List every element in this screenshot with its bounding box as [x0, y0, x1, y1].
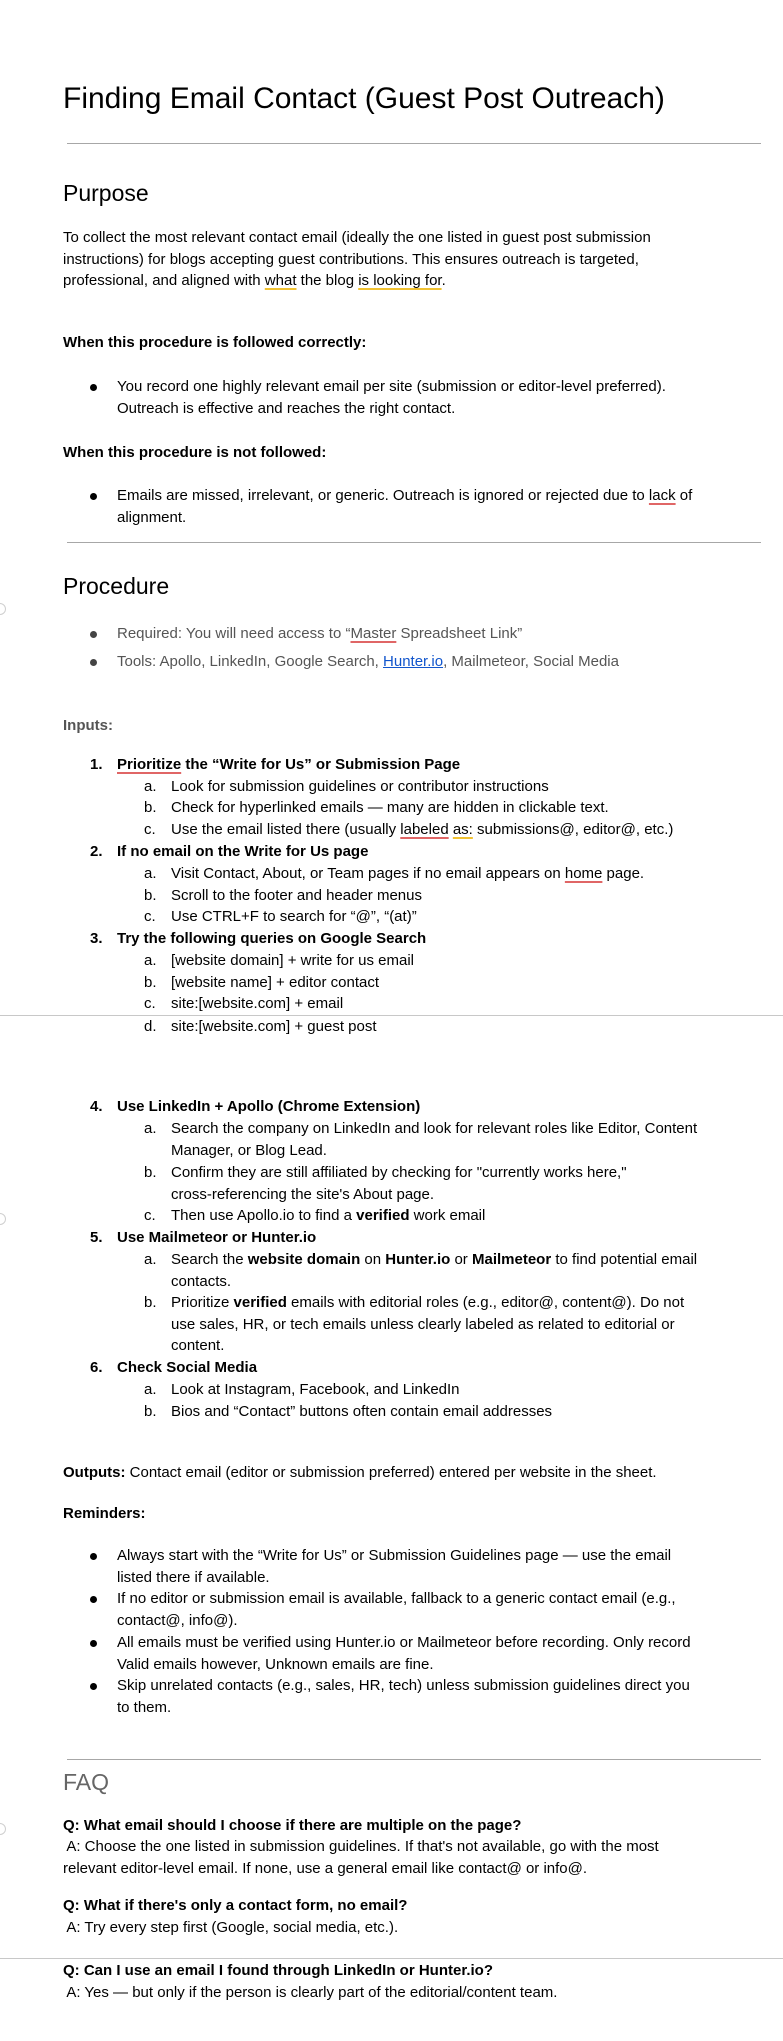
substep — [171, 1205, 485, 1227]
substep: Use CTRL+F to search for “@”, “(at)” — [171, 908, 417, 925]
step-title: Use Mailmeteor or Hunter.io — [117, 1229, 317, 1246]
spellcheck-text: Prioritize — [117, 756, 182, 773]
step-title: Check Social Media — [117, 1359, 258, 1376]
substep: Scroll to the footer and header menus — [171, 887, 422, 904]
text: page. — [602, 865, 645, 882]
letter: b. — [144, 1294, 157, 1311]
notfollowed-heading: When this procedure is not followed: — [63, 444, 327, 461]
substep — [171, 1292, 684, 1357]
text: Spreadsheet Link” — [396, 625, 523, 642]
purpose-line — [63, 270, 651, 292]
text — [117, 485, 692, 507]
text: Mailmeteor — [471, 1251, 552, 1268]
purpose-line: instructions) for blogs accepting guest contributions. This ensures outreach is targeted, — [63, 250, 639, 268]
faq-answer: A: Yes — but only if the person is clearly part of the editorial/content team. — [63, 1984, 558, 2001]
step-title: Use LinkedIn + Apollo (Chrome Extension) — [117, 1098, 421, 1115]
faq-answer — [63, 1836, 659, 1879]
spellcheck-text: labeled — [400, 821, 449, 838]
substep: [website name] + editor contact — [171, 974, 380, 991]
text: Contact email (editor or submission preferred) entered per website in the sheet. — [125, 1464, 657, 1481]
comment-marker[interactable] — [0, 1823, 6, 1835]
step-number: 5. — [90, 1229, 103, 1246]
text: Outreach is effective and reaches the right contact. — [117, 399, 456, 417]
reminder-item — [117, 1632, 691, 1675]
text: , Mailmeteor, Social Media — [443, 653, 619, 670]
letter: a. — [144, 865, 157, 882]
text: verified — [233, 1294, 287, 1311]
text: All emails must be verified using Hunter.io or Mailmeteor before recording. Only record — [117, 1634, 691, 1651]
substep — [171, 1162, 627, 1205]
bullet — [90, 1640, 97, 1647]
divider — [67, 542, 761, 543]
faq-question: Q: What email should I choose if there are multiple on the page? — [63, 1817, 522, 1834]
page-break-line — [0, 1015, 783, 1016]
text: If no editor or submission email is available, fallback to a generic contact email (e.g., — [117, 1590, 676, 1607]
substep: site:[website.com] + email — [171, 995, 344, 1012]
text: listed there if available. — [117, 1568, 270, 1586]
step-number: 6. — [90, 1359, 103, 1376]
substep: Look at Instagram, Facebook, and LinkedIn — [171, 1381, 460, 1398]
text: Confirm they are still affiliated by checking for "currently works here," — [171, 1164, 627, 1181]
substep — [171, 863, 644, 885]
procedure-heading: Procedure — [63, 573, 170, 599]
bullet — [90, 1683, 97, 1690]
letter: d. — [144, 1018, 157, 1035]
tools-item — [117, 651, 619, 673]
text: . — [441, 272, 446, 289]
bullet — [90, 1553, 97, 1560]
text: or — [450, 1251, 472, 1268]
faq-question: Q: Can I use an email I found through LinkedIn or Hunter.io? — [63, 1962, 494, 1979]
step-title: Try the following queries on Google Search — [117, 930, 427, 947]
purpose-paragraph — [63, 227, 651, 292]
text: contacts. — [171, 1272, 232, 1290]
text: emails with editorial roles (e.g., editor@, content@). Do not — [286, 1294, 685, 1311]
letter: a. — [144, 1251, 157, 1268]
outputs-label: Outputs: — [63, 1464, 126, 1481]
purpose-heading: Purpose — [63, 180, 149, 206]
letter: a. — [144, 952, 157, 969]
letter: b. — [144, 974, 157, 991]
text: You record one highly relevant email per site (submission or editor-level preferred). — [117, 378, 666, 395]
text — [171, 1292, 684, 1314]
text: Search the — [171, 1251, 248, 1268]
substep: Check for hyperlinked emails — many are hidden in clickable text. — [171, 799, 609, 816]
bullet — [90, 493, 97, 500]
text: to find potential email — [551, 1251, 698, 1268]
substep — [171, 1118, 697, 1161]
reminder-item — [117, 1545, 671, 1588]
text: A: Choose the one listed in submission guidelines. If that's not available, go with the most — [63, 1838, 659, 1855]
step-number: 2. — [90, 843, 103, 860]
step-number: 4. — [90, 1098, 103, 1115]
substep: Look for submission guidelines or contributor instructions — [171, 778, 549, 795]
text: Always start with the “Write for Us” or Submission Guidelines page — use the email — [117, 1547, 672, 1564]
divider — [67, 143, 761, 144]
letter: c. — [144, 908, 156, 925]
text: relevant editor-level email. If none, use a general email like contact@ or info@. — [63, 1859, 588, 1877]
text: the blog — [296, 272, 359, 289]
letter: b. — [144, 799, 157, 816]
text: on — [360, 1251, 386, 1268]
faq-heading: FAQ — [63, 1769, 110, 1795]
letter: b. — [144, 1164, 157, 1181]
faq-question: Q: What if there's only a contact form, no email? — [63, 1897, 408, 1914]
spellcheck-text: as: — [452, 821, 473, 838]
purpose-line: To collect the most relevant contact email (ideally the one listed in guest post submission — [63, 229, 651, 246]
faq-answer: A: Try every step first (Google, social media, etc.). — [63, 1919, 399, 1936]
substep — [171, 819, 673, 841]
text: cross-referencing the site's About page. — [171, 1185, 435, 1203]
text: Hunter.io — [385, 1251, 451, 1268]
text — [171, 1249, 697, 1271]
text: Tools: Apollo, LinkedIn, Google Search, — [117, 653, 384, 670]
step-title: If no email on the Write for Us page — [117, 843, 369, 860]
followed-item — [117, 376, 666, 419]
text: contact@, info@). — [117, 1611, 238, 1629]
page-break-line — [0, 1958, 783, 1959]
letter: b. — [144, 887, 157, 904]
reminder-item — [117, 1675, 690, 1718]
text: Use the email listed there (usually — [171, 821, 401, 838]
text: Prioritize — [171, 1294, 234, 1311]
required-item — [117, 623, 522, 645]
text: professional, and aligned with — [63, 272, 265, 289]
bullet — [90, 631, 97, 638]
hunter-link[interactable]: Hunter.io — [383, 653, 444, 670]
text: of — [675, 487, 693, 504]
text: the “Write for Us” or Submission Page — [181, 756, 461, 773]
bullet — [90, 1596, 97, 1603]
letter: a. — [144, 778, 157, 795]
text: content. — [171, 1337, 225, 1354]
reminder-item — [117, 1588, 676, 1631]
spellcheck-text: home — [564, 865, 603, 882]
page-title: Finding Email Contact (Guest Post Outreach) — [63, 82, 665, 115]
comment-marker[interactable] — [0, 1213, 6, 1225]
text: Valid emails however, Unknown emails are fine. — [117, 1655, 434, 1673]
text: website domain — [247, 1251, 361, 1268]
letter: c. — [144, 1207, 156, 1224]
text: Emails are missed, irrelevant, or generic. Outreach is ignored or rejected due to — [117, 487, 649, 504]
spellcheck-text: lack — [648, 487, 676, 504]
substep — [171, 1249, 697, 1292]
bullet — [90, 384, 97, 391]
text: Manager, or Blog Lead. — [171, 1141, 327, 1159]
text: alignment. — [117, 508, 187, 526]
spellcheck-text: what — [264, 272, 297, 289]
text: to them. — [117, 1698, 172, 1716]
text: Then use Apollo.io to find a — [171, 1207, 357, 1224]
divider — [67, 1759, 761, 1760]
text: verified — [356, 1207, 410, 1224]
text: submissions@, editor@, etc.) — [472, 821, 674, 838]
spellcheck-text: Master — [350, 625, 397, 642]
letter: c. — [144, 821, 156, 838]
text: Required: You will need access to “ — [117, 625, 351, 642]
step-number: 3. — [90, 930, 103, 947]
text: work email — [409, 1207, 486, 1224]
followed-heading: When this procedure is followed correctly: — [63, 334, 367, 351]
substep: site:[website.com] + guest post — [171, 1018, 377, 1035]
comment-marker[interactable] — [0, 603, 6, 615]
text: Skip unrelated contacts (e.g., sales, HR, tech) unless submission guidelines direct you — [117, 1677, 690, 1694]
letter: a. — [144, 1120, 157, 1137]
spellcheck-text: is looking for — [358, 272, 442, 289]
letter: b. — [144, 1403, 157, 1420]
outputs-line — [63, 1462, 657, 1484]
letter: a. — [144, 1381, 157, 1398]
bullet — [90, 659, 97, 666]
text: use sales, HR, or tech emails unless clearly labeled as related to editorial or — [171, 1315, 675, 1333]
step-number: 1. — [90, 756, 103, 773]
reminders-label: Reminders: — [63, 1505, 146, 1522]
substep: Bios and “Contact” buttons often contain email addresses — [171, 1403, 553, 1420]
step-title — [117, 754, 460, 776]
substep: [website domain] + write for us email — [171, 952, 415, 969]
text: Search the company on LinkedIn and look for relevant roles like Editor, Content — [171, 1120, 698, 1137]
letter: c. — [144, 995, 156, 1012]
notfollowed-item — [117, 485, 692, 528]
inputs-label: Inputs: — [63, 717, 113, 734]
text: Visit Contact, About, or Team pages if no email appears on — [171, 865, 565, 882]
